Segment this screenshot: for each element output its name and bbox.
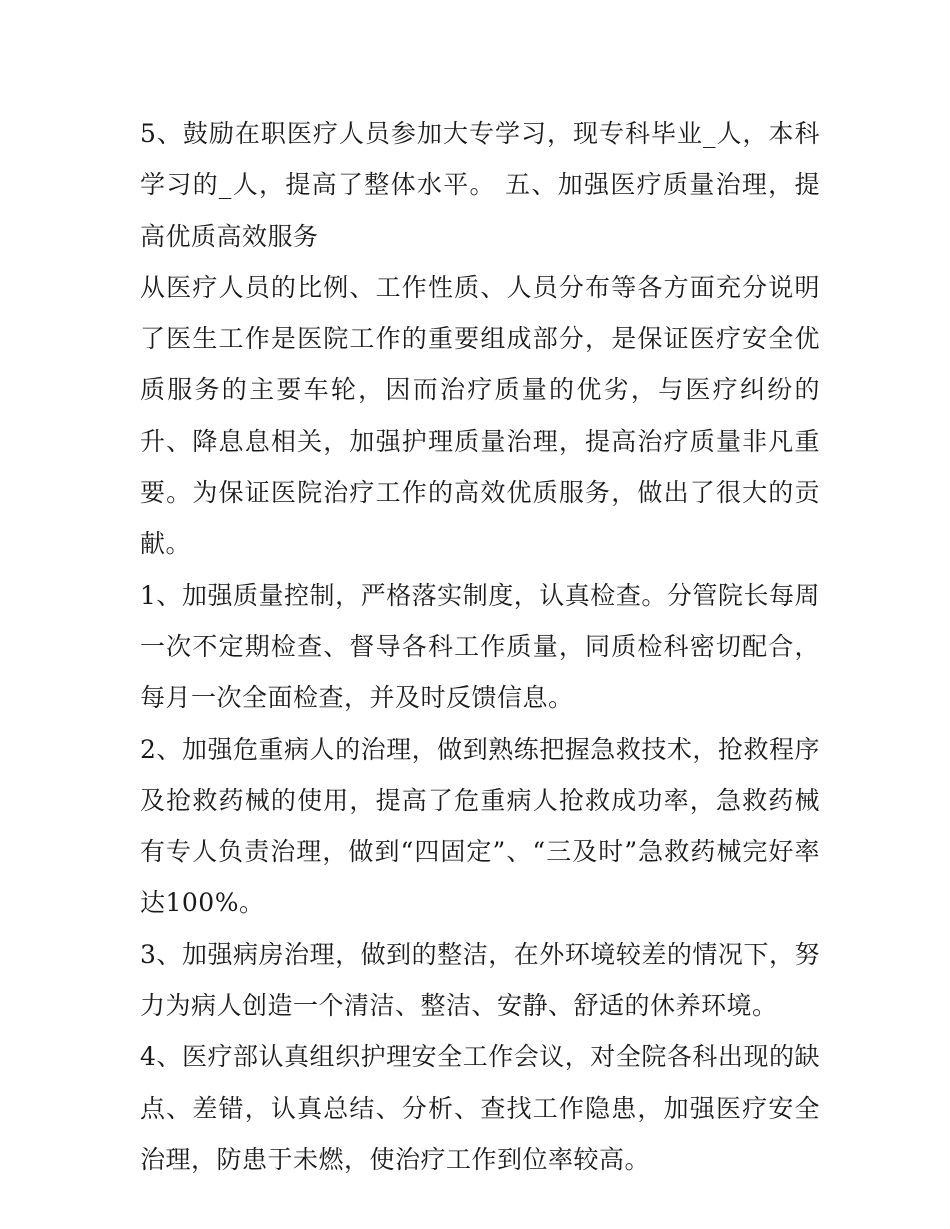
paragraph-4: 2、加强危重病人的治理，做到熟练把握急救技术，抢救程序及抢救药械的使用，提高了危重病人抢救成功率，急救药械有专人负责治理，做到“四固定”、“三及时”急救药械完好率达100%。 xyxy=(140,734,820,918)
paragraph-3: 1、加强质量控制，严格落实制度，认真检查。分管院长每周一次不定期检查、督导各科工作质量，同质检科密切配合，每月一次全面检查，并及时反馈信息。 xyxy=(140,580,820,713)
paragraph-6: 4、医疗部认真组织护理安全工作会议，对全院各科出现的缺点、差错，认真总结、分析、查找工作隐患，加强医疗安全治理，防患于未燃，使治疗工作到位率较高。 xyxy=(140,1042,820,1174)
document-body xyxy=(140,108,820,1185)
paragraph-5: 3、加强病房治理，做到的整洁，在外环境较差的情况下，努力为病人创造一个清洁、整洁、安静、舒适的休养环境。 xyxy=(140,939,820,1021)
paragraph-2: 从医疗人员的比例、工作性质、人员分布等各方面充分说明了医生工作是医院工作的重要组成部分，是保证医疗安全优质服务的主要车轮，因而治疗质量的优劣，与医疗纠纷的升、降息息相关，加强护理质量治理，提高治疗质量非凡重要。为保证医院治疗工作的高效优质服务，做出了很大的贡献。 xyxy=(140,272,820,559)
paragraph-1: 5、鼓励在职医疗人员参加大专学习，现专科毕业_人，本科学习的_人，提高了整体水平。 五、加强医疗质量治理，提高优质高效服务 xyxy=(140,119,820,251)
